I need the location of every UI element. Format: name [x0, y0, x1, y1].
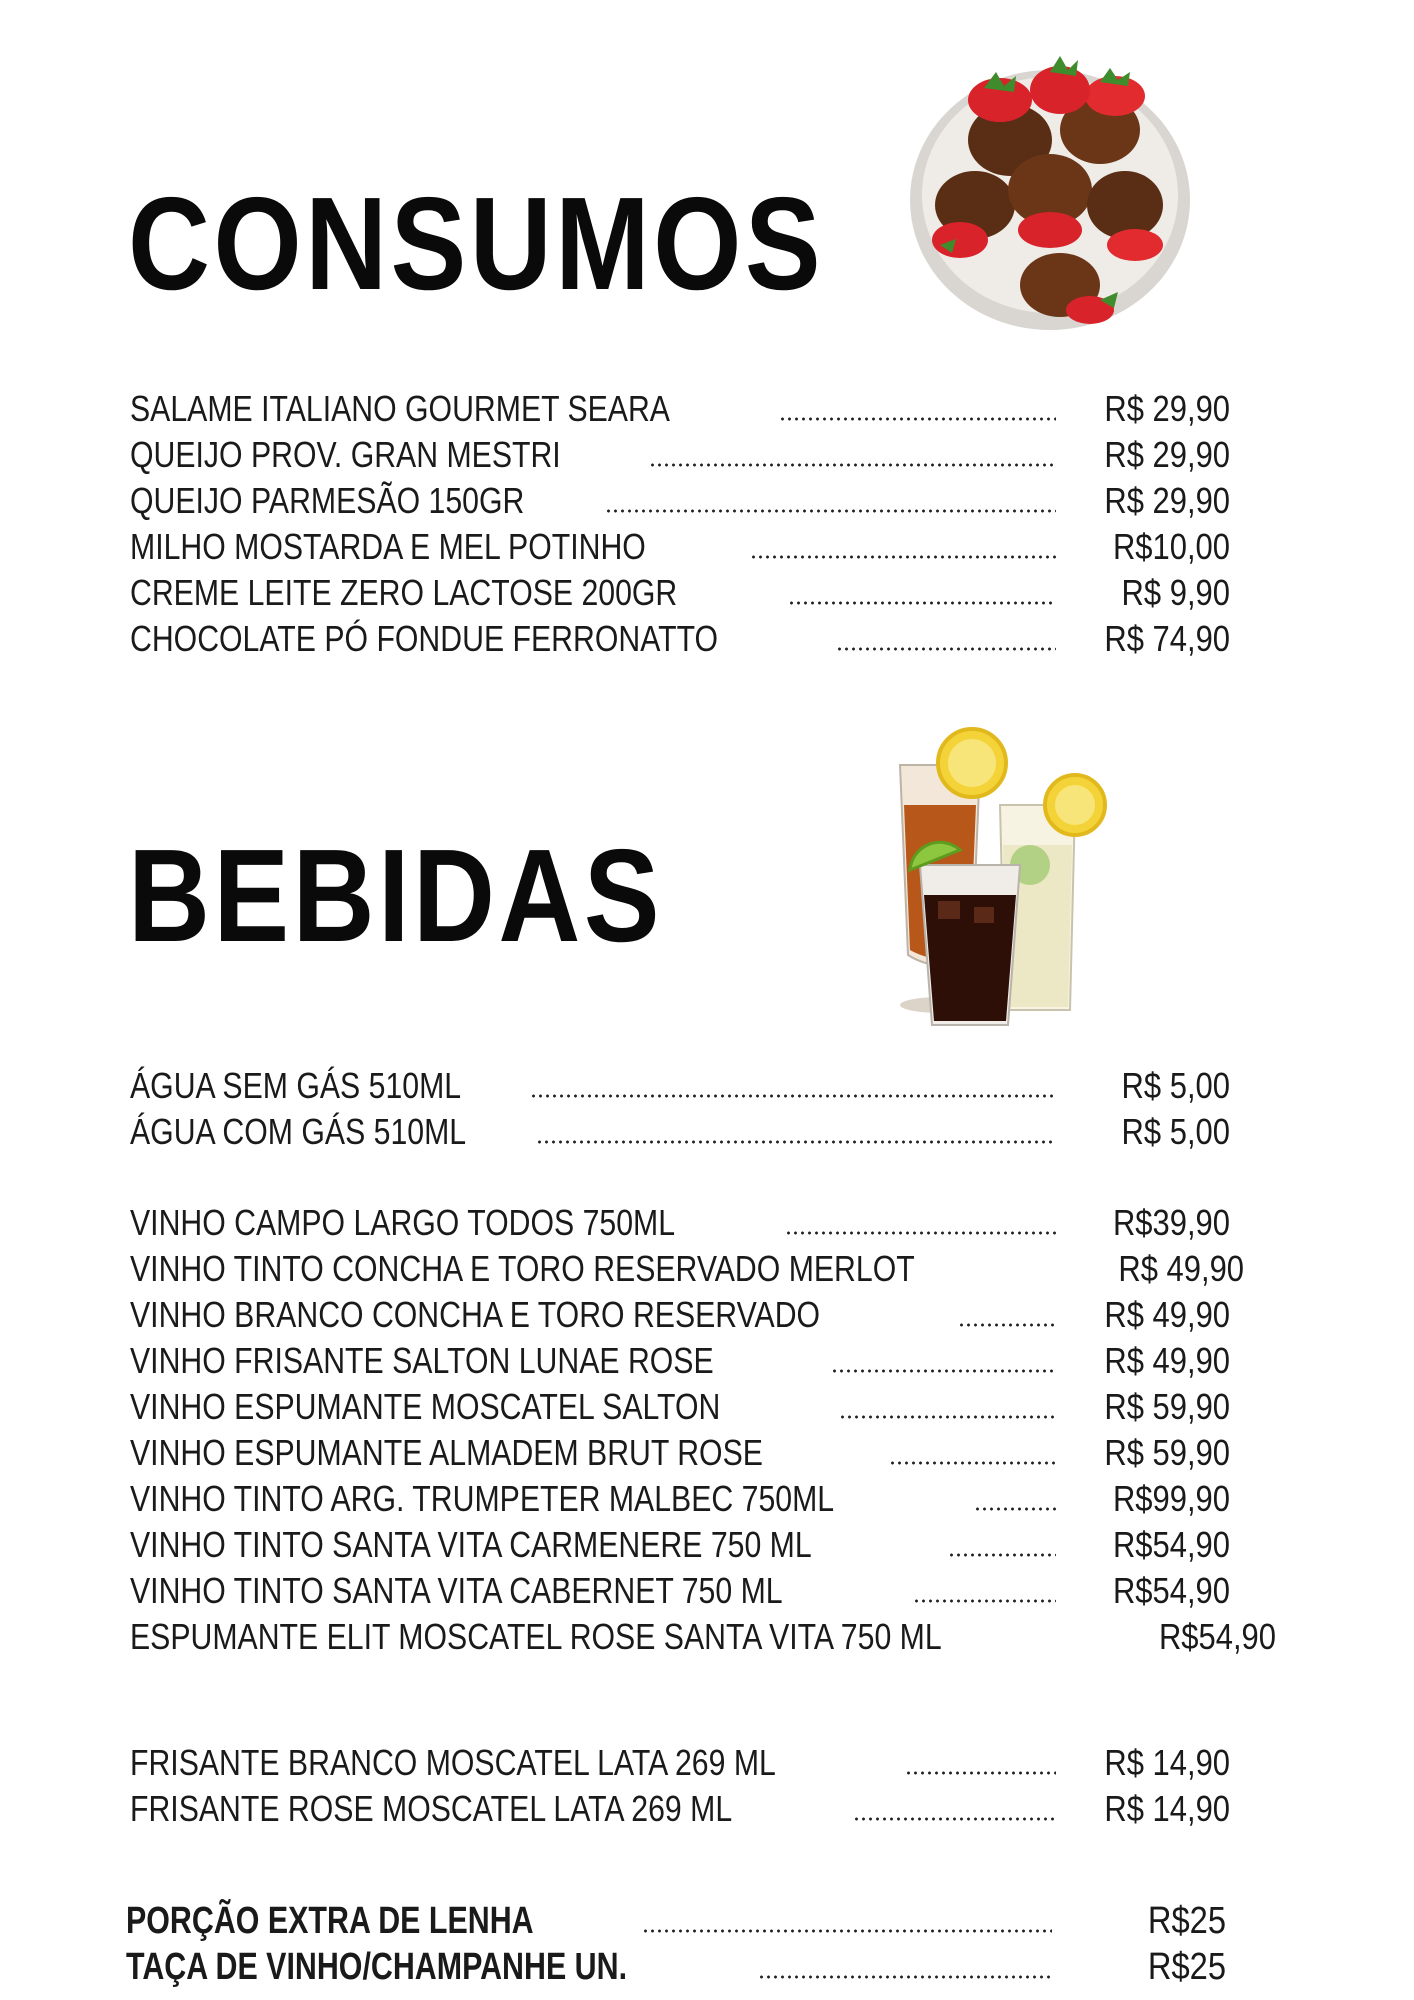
leader-dots [605, 500, 1056, 514]
leader-dots [788, 592, 1056, 606]
item-name: VINHO TINTO SANTA VITA CARMENERE 750 ML [130, 1524, 812, 1565]
item-price: R$ 49,90 [1104, 1340, 1230, 1381]
item-price: R$ 5,00 [1121, 1065, 1230, 1106]
consumos-heading: CONSUMOS [128, 170, 825, 317]
leader-dots [530, 1085, 1056, 1099]
item-name: VINHO TINTO CONCHA E TORO RESERVADO MERLOT [130, 1248, 915, 1289]
item-name: ÁGUA COM GÁS 510ML [130, 1111, 467, 1152]
leader-dots [974, 1498, 1056, 1512]
list-item [130, 1246, 1245, 1292]
bebidas-heading: BEBIDAS [128, 822, 663, 969]
item-name: VINHO BRANCO CONCHA E TORO RESERVADO [130, 1294, 821, 1335]
item-price: R$99,90 [1112, 1478, 1230, 1519]
item-name: QUEIJO PROV. GRAN MESTRI [130, 434, 561, 475]
list-item [130, 524, 1230, 570]
item-name: VINHO TINTO SANTA VITA CABERNET 750 ML [130, 1570, 783, 1611]
leader-dots [649, 454, 1056, 468]
leader-dots [758, 1966, 1052, 1980]
leader-dots [958, 1314, 1057, 1328]
list-item [130, 1384, 1230, 1430]
item-name: QUEIJO PARMESÃO 150GR [130, 480, 525, 521]
item-price: R$ 14,90 [1104, 1788, 1230, 1829]
item-price: R$ 49,90 [1118, 1248, 1245, 1289]
list-item [130, 1109, 1230, 1155]
list-item [130, 1786, 1230, 1832]
leader-dots [836, 638, 1056, 652]
item-name: VINHO CAMPO LARGO TODOS 750ML [130, 1202, 676, 1243]
item-price: R$54,90 [1112, 1524, 1230, 1565]
item-price: R$ 74,90 [1104, 618, 1230, 659]
list-item [130, 1568, 1230, 1614]
consumos-list [130, 386, 1230, 662]
list-item [130, 1200, 1230, 1246]
list-item [130, 1338, 1230, 1384]
item-name: FRISANTE BRANCO MOSCATEL LATA 269 ML [130, 1742, 776, 1783]
latas-list [130, 1740, 1230, 1832]
list-item [126, 1898, 1226, 1944]
leader-dots [889, 1452, 1056, 1466]
item-name: SALAME ITALIANO GOURMET SEARA [130, 388, 670, 429]
item-name: ÁGUA SEM GÁS 510ML [130, 1065, 462, 1106]
list-item [130, 1063, 1230, 1109]
item-price: R$ 49,90 [1104, 1294, 1230, 1335]
item-name: PORÇÃO EXTRA DE LENHA [126, 1900, 534, 1942]
item-name: FRISANTE ROSE MOSCATEL LATA 269 ML [130, 1788, 733, 1829]
extras-list [126, 1898, 1226, 1990]
vinhos-list [130, 1200, 1277, 1660]
leader-dots [642, 1920, 1052, 1934]
item-price: R$39,90 [1112, 1202, 1230, 1243]
list-item [130, 1522, 1230, 1568]
list-item [130, 1614, 1277, 1660]
leader-dots [536, 1131, 1056, 1145]
leader-dots [905, 1762, 1056, 1776]
item-name: CREME LEITE ZERO LACTOSE 200GR [130, 572, 678, 613]
item-price: R$ 29,90 [1104, 388, 1230, 429]
leader-dots [839, 1406, 1056, 1420]
item-price: R$ 5,00 [1121, 1111, 1230, 1152]
strawberries-image [900, 30, 1200, 340]
item-price: R$25 [1147, 1900, 1226, 1942]
list-item [130, 478, 1230, 524]
item-name: MILHO MOSTARDA E MEL POTINHO [130, 526, 646, 567]
leader-dots [853, 1808, 1056, 1822]
item-name: ESPUMANTE ELIT MOSCATEL ROSE SANTA VITA 750 ML [130, 1616, 942, 1657]
item-price: R$ 29,90 [1104, 480, 1230, 521]
item-price: R$ 59,90 [1104, 1432, 1230, 1473]
item-price: R$ 29,90 [1104, 434, 1230, 475]
item-name: CHOCOLATE PÓ FONDUE FERRONATTO [130, 618, 719, 659]
item-price: R$ 14,90 [1104, 1742, 1230, 1783]
item-name: VINHO TINTO ARG. TRUMPETER MALBEC 750ML [130, 1478, 835, 1519]
item-price: R$54,90 [1159, 1616, 1277, 1657]
item-price: R$54,90 [1112, 1570, 1230, 1611]
list-item [130, 1430, 1230, 1476]
list-item [130, 432, 1230, 478]
leader-dots [750, 546, 1056, 560]
item-name: VINHO FRISANTE SALTON LUNAE ROSE [130, 1340, 714, 1381]
leader-dots [779, 408, 1056, 422]
leader-dots [948, 1544, 1056, 1558]
drinks-image [880, 725, 1120, 1035]
item-name: VINHO ESPUMANTE MOSCATEL SALTON [130, 1386, 721, 1427]
list-item [130, 616, 1230, 662]
leader-dots [785, 1222, 1056, 1236]
item-price: R$10,00 [1112, 526, 1230, 567]
list-item [130, 386, 1230, 432]
list-item [126, 1944, 1226, 1990]
aguas-list [130, 1063, 1230, 1155]
leader-dots [913, 1590, 1056, 1604]
item-price: R$ 59,90 [1104, 1386, 1230, 1427]
item-price: R$25 [1147, 1946, 1226, 1988]
list-item [130, 1292, 1230, 1338]
list-item [130, 1476, 1230, 1522]
item-name: TAÇA DE VINHO/CHAMPANHE UN. [126, 1946, 628, 1988]
list-item [130, 1740, 1230, 1786]
item-price: R$ 9,90 [1121, 572, 1230, 613]
leader-dots [831, 1360, 1056, 1374]
item-name: VINHO ESPUMANTE ALMADEM BRUT ROSE [130, 1432, 763, 1473]
list-item [130, 570, 1230, 616]
